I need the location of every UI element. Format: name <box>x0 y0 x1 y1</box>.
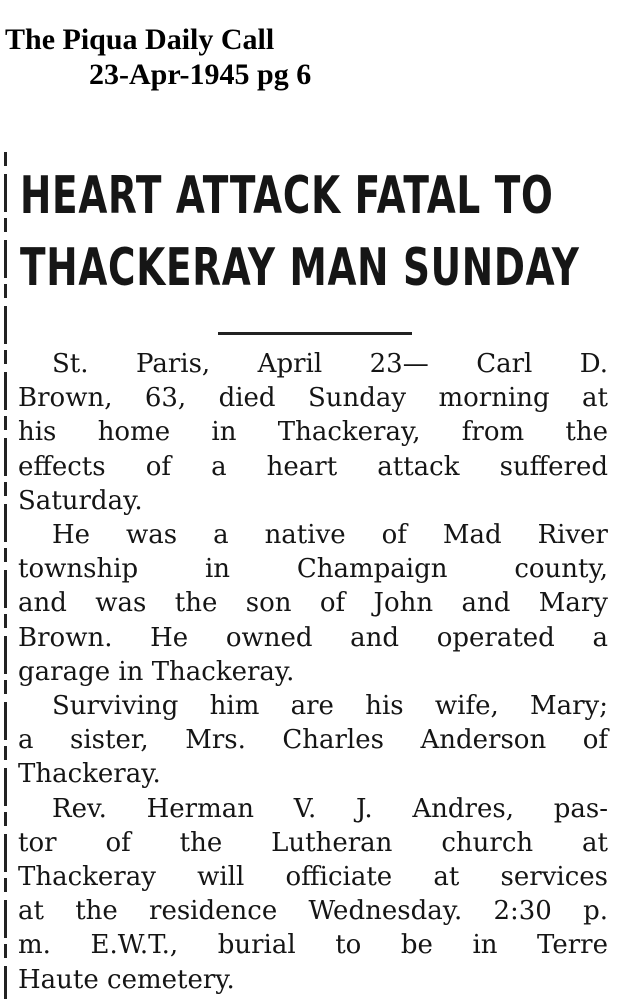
headline-line-1: HEART ATTACK FATAL TO <box>20 166 554 226</box>
article-line: Thackeray will officiate at services <box>18 862 608 893</box>
article-line: Saturday. <box>18 485 143 516</box>
headline-divider <box>218 332 412 335</box>
headline <box>20 160 580 304</box>
article-line: Haute cemetery. <box>18 964 235 995</box>
article-body <box>18 347 608 997</box>
article-line: township in Champaign county, <box>18 554 608 585</box>
article-line: m. E.W.T., burial to be in Terre <box>18 930 608 961</box>
article-line: at the residence Wednesday. 2:30 p. <box>18 896 608 927</box>
article-line: his home in Thackeray, from the <box>18 417 608 448</box>
article-line: Rev. Herman V. J. Andres, pas- <box>52 793 608 824</box>
headline-line-2: THACKERAY MAN SUNDAY <box>20 238 580 298</box>
article-line: tor of the Lutheran church at <box>18 827 608 858</box>
publication-date: 23-Apr-1945 pg 6 <box>89 58 312 91</box>
article-line: He was a native of Mad River <box>52 520 608 551</box>
article-line: Brown, 63, died Sunday morning at <box>18 383 608 414</box>
newspaper-name: The Piqua Daily Call <box>5 23 275 56</box>
article-line: and was the son of John and Mary <box>18 588 608 619</box>
article-line: a sister, Mrs. Charles Anderson of <box>18 725 608 756</box>
article-line: St. Paris, April 23— Carl D. <box>52 349 608 379</box>
article-line: Brown. He owned and operated a <box>18 622 608 653</box>
column-rule <box>4 152 7 999</box>
source-caption <box>5 22 311 92</box>
article-line: Thackeray. <box>18 759 161 790</box>
article-line: garage in Thackeray. <box>18 656 295 687</box>
article-line: effects of a heart attack suffered <box>18 451 608 482</box>
article-line: Surviving him are his wife, Mary; <box>52 691 608 722</box>
